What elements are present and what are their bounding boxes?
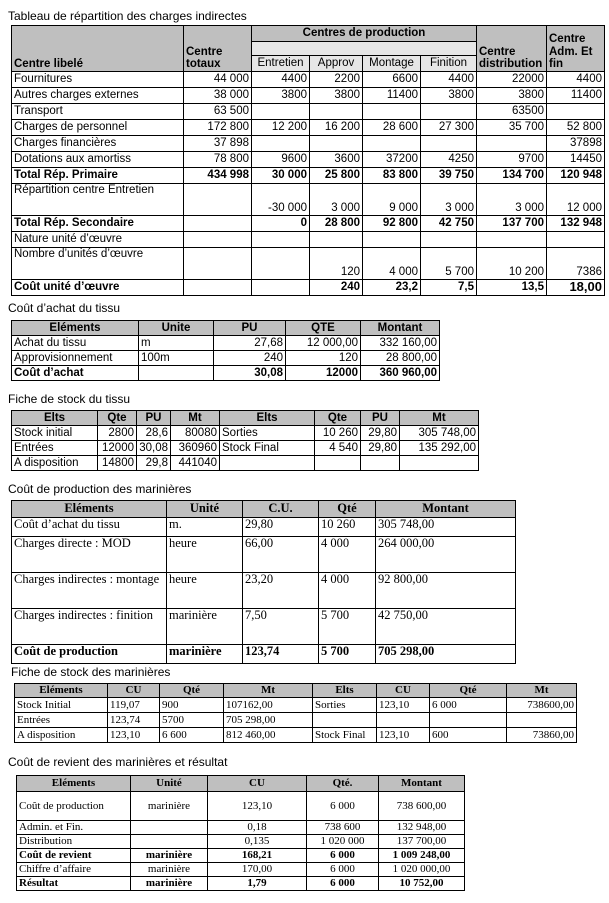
row-label: Nombre d’unités d’œuvre [12, 248, 184, 280]
table-cell: 10 752,00 [379, 877, 465, 891]
table-cell: 42 750 [421, 216, 477, 232]
table-cell: 134 700 [477, 168, 547, 184]
table-cell: 30 000 [252, 168, 310, 184]
table-cell [477, 136, 547, 152]
table-cell: 441040 [171, 456, 220, 471]
table-cell: 1 020 000,00 [379, 863, 465, 877]
table-cell: 7386 [547, 248, 605, 280]
table-cell: 92 800 [363, 216, 421, 232]
table-cell [377, 713, 430, 728]
table-cell: -30 000 [252, 184, 310, 216]
table-row [12, 104, 605, 120]
table-cell: 4250 [421, 152, 477, 168]
table-cell: 0 [252, 216, 310, 232]
sub-col-finition: Finition [421, 56, 477, 72]
table-cell [139, 366, 214, 381]
table-cell: 52 800 [547, 120, 605, 136]
table-row [17, 835, 465, 849]
table-cell: 3 000 [477, 184, 547, 216]
table-cell: 6 000 [307, 877, 379, 891]
table-row [12, 184, 605, 216]
column-header: CU [208, 776, 307, 792]
table-cell: 119,07 [108, 698, 160, 713]
table-cell [547, 104, 605, 120]
table-cell: 23,2 [363, 280, 421, 296]
table-cell: marinière [131, 792, 208, 821]
table-cell: 738 600 [307, 821, 379, 835]
table-cell: 10 260 [315, 426, 361, 441]
table-cell: 35 700 [477, 120, 547, 136]
table-cell: 37898 [547, 136, 605, 152]
table-cell [184, 216, 252, 232]
table-row [15, 698, 577, 713]
table-cell [252, 136, 310, 152]
row-label: Coût de production [17, 792, 131, 821]
table-cell: 12 200 [252, 120, 310, 136]
table-cell: 44 000 [184, 72, 252, 88]
table-row [12, 573, 516, 609]
table-cell: 135 292,00 [400, 441, 479, 456]
table-cell: 10 200 [477, 248, 547, 280]
table-cell: 5 700 [319, 645, 376, 664]
table-row [17, 821, 465, 835]
table-cell [252, 280, 310, 296]
row-label: Répartition centre Entretien [12, 184, 184, 216]
row-label: Chiffre d’affaire [17, 863, 131, 877]
table-cell: 10 260 [319, 518, 376, 537]
table-cell: 5 700 [421, 248, 477, 280]
table-cell: 28 800,00 [361, 351, 440, 366]
table-cell: 3800 [421, 88, 477, 104]
table-cell: marinière [167, 609, 243, 645]
table-row [12, 232, 605, 248]
table-cell [363, 232, 421, 248]
table-cell [252, 104, 310, 120]
table-row [12, 120, 605, 136]
table-cell: 6 000 [430, 698, 507, 713]
table-cell: 1 020 000 [307, 835, 379, 849]
cout-achat-table [11, 320, 440, 381]
table-cell [310, 104, 363, 120]
table-cell: 3800 [477, 88, 547, 104]
row-label: Charges financières [12, 136, 184, 152]
table-cell: 6600 [363, 72, 421, 88]
row-label: Résultat [17, 877, 131, 891]
table-cell: 42 750,00 [376, 609, 516, 645]
table-cell: 28 600 [363, 120, 421, 136]
column-header: Qté [319, 501, 376, 518]
table-cell: 30,08 [214, 366, 286, 381]
table-cell: 3800 [310, 88, 363, 104]
column-header: Montant [379, 776, 465, 792]
table-row [12, 88, 605, 104]
table-row [12, 456, 479, 471]
table-cell: Stock Final [220, 441, 315, 456]
column-header: PU [361, 411, 400, 426]
table-cell: 123,10 [208, 792, 307, 821]
table-cell [313, 713, 377, 728]
row-label: Nature unité d’œuvre [12, 232, 184, 248]
column-header: Unité [167, 501, 243, 518]
row-label: Coût de revient [17, 849, 131, 863]
table-cell [430, 713, 507, 728]
table-cell: 812 460,00 [224, 728, 313, 743]
table-cell: 28 800 [310, 216, 363, 232]
table-cell [184, 280, 252, 296]
table-cell: 2800 [98, 426, 137, 441]
table-cell: marinière [131, 877, 208, 891]
table-row [12, 518, 516, 537]
column-header: Montant [361, 321, 440, 336]
row-label: Distribution [17, 835, 131, 849]
table-cell: 13,5 [477, 280, 547, 296]
table-row [12, 609, 516, 645]
charges-repartition-table [11, 25, 605, 296]
column-header: Qté [430, 684, 507, 698]
table-cell [421, 232, 477, 248]
table-cell: 900 [160, 698, 224, 713]
sub-col-entretien: Entretien [252, 56, 310, 72]
table-cell [421, 136, 477, 152]
table-cell: 360 960,00 [361, 366, 440, 381]
row-label: Coût unité d’œuvre [12, 280, 184, 296]
table-cell [363, 136, 421, 152]
table-cell: 332 160,00 [361, 336, 440, 351]
column-header: Eléments [12, 501, 167, 518]
table-cell [310, 136, 363, 152]
table-row [12, 336, 440, 351]
column-header: Qte [315, 411, 361, 426]
table-cell: 123,10 [377, 698, 430, 713]
row-label: Charges indirectes : montage [12, 573, 167, 609]
table-cell: 4400 [547, 72, 605, 88]
row-label: Admin. et Fin. [17, 821, 131, 835]
table-cell: 705 298,00 [376, 645, 516, 664]
table-cell: 360960 [171, 441, 220, 456]
table-cell [507, 713, 577, 728]
table-row [12, 645, 516, 664]
row-label: Total Rép. Secondaire [12, 216, 184, 232]
table-row [17, 877, 465, 891]
row-label: Charges de personnel [12, 120, 184, 136]
table-cell [184, 184, 252, 216]
table-cell: Sorties [313, 698, 377, 713]
table-cell: 705 298,00 [224, 713, 313, 728]
column-header: QTE [286, 321, 361, 336]
table-cell: 5700 [160, 713, 224, 728]
table-cell: 3 000 [421, 184, 477, 216]
table-cell [400, 456, 479, 471]
table-cell: 434 998 [184, 168, 252, 184]
table-cell: 137 700,00 [379, 835, 465, 849]
column-header: Montant [376, 501, 516, 518]
table-cell: 6 000 [307, 863, 379, 877]
table-cell: 12 000,00 [286, 336, 361, 351]
table-cell: heure [167, 537, 243, 573]
table-cell: 28,6 [137, 426, 171, 441]
table-cell: 170,00 [208, 863, 307, 877]
col-label-header: Centre libelé [12, 26, 184, 72]
table-cell: 4 000 [319, 573, 376, 609]
column-header: Qte [98, 411, 137, 426]
table-row [12, 216, 605, 232]
table-cell [220, 456, 315, 471]
table-cell: 240 [310, 280, 363, 296]
row-label: Total Rép. Primaire [12, 168, 184, 184]
table-cell: 1,79 [208, 877, 307, 891]
table-cell: 738 600,00 [379, 792, 465, 821]
table-cell: 137 700 [477, 216, 547, 232]
stock-tissu-table [11, 410, 479, 471]
table-cell: 27,68 [214, 336, 286, 351]
table-cell: 63500 [477, 104, 547, 120]
table-cell [477, 232, 547, 248]
t4-caption: Coût de production des marinières [8, 482, 192, 496]
table-cell: 123,74 [108, 713, 160, 728]
table-cell: 3800 [252, 88, 310, 104]
table-cell: 37200 [363, 152, 421, 168]
row-label: Transport [12, 104, 184, 120]
table-row [12, 441, 479, 456]
row-label: Entrées [15, 713, 108, 728]
table-cell: 12000 [286, 366, 361, 381]
table-cell [131, 821, 208, 835]
column-header: Qté. [307, 776, 379, 792]
table-cell: 80080 [171, 426, 220, 441]
table-row [12, 248, 605, 280]
table-cell: 78 800 [184, 152, 252, 168]
table-cell: 29,80 [361, 441, 400, 456]
table-cell: 120 948 [547, 168, 605, 184]
row-label: A disposition [15, 728, 108, 743]
table-cell: 66,00 [243, 537, 319, 573]
table-cell [252, 248, 310, 280]
table-cell: 132 948,00 [379, 821, 465, 835]
t6-caption: Coût de revient des marinières et résultat [8, 755, 228, 769]
table-cell: heure [167, 573, 243, 609]
table-cell: 14800 [98, 456, 137, 471]
table-cell: 123,10 [377, 728, 430, 743]
table-cell: 18,00 [547, 280, 605, 296]
table-cell: 6 600 [160, 728, 224, 743]
table-cell: Stock Final [313, 728, 377, 743]
table-cell: 11400 [363, 88, 421, 104]
row-label: Entrées [12, 441, 98, 456]
table-cell: 39 750 [421, 168, 477, 184]
table-cell: 305 748,00 [400, 426, 479, 441]
table-cell: 29,8 [137, 456, 171, 471]
row-label: Coût d’achat [12, 366, 139, 381]
column-header: PU [137, 411, 171, 426]
table-cell: 0,135 [208, 835, 307, 849]
stock-marinieres-table [14, 683, 577, 743]
col-totaux-header: Centre totaux [184, 26, 252, 72]
column-header: Mt [400, 411, 479, 426]
table-cell: m [139, 336, 214, 351]
table-cell [315, 456, 361, 471]
table-cell: 4 000 [319, 537, 376, 573]
sub-col-montage: Montage [363, 56, 421, 72]
table-cell: 23,20 [243, 573, 319, 609]
table-row [17, 849, 465, 863]
column-header: CU [377, 684, 430, 698]
row-label: Charges indirectes : finition [12, 609, 167, 645]
t2-caption: Coût d’achat du tissu [8, 301, 121, 315]
cout-production-table [11, 500, 516, 664]
table-row [12, 136, 605, 152]
table-cell: 5 700 [319, 609, 376, 645]
table-cell: 16 200 [310, 120, 363, 136]
table-row [12, 280, 605, 296]
table-row [12, 366, 440, 381]
column-header: Eléments [17, 776, 131, 792]
column-header: PU [214, 321, 286, 336]
table-cell: 12 000 [547, 184, 605, 216]
table-cell: 6 000 [307, 792, 379, 821]
table-cell: 11400 [547, 88, 605, 104]
table-cell: 14450 [547, 152, 605, 168]
table-cell: 30,08 [137, 441, 171, 456]
row-label: Dotations aux amortiss [12, 152, 184, 168]
table-cell: 123,74 [243, 645, 319, 664]
table-cell: 3 000 [310, 184, 363, 216]
table-cell: 63 500 [184, 104, 252, 120]
table-cell: m. [167, 518, 243, 537]
column-header: Elts [313, 684, 377, 698]
table-cell: 22000 [477, 72, 547, 88]
column-header: Eléments [12, 321, 139, 336]
table-cell: 27 300 [421, 120, 477, 136]
table-cell [547, 232, 605, 248]
table-cell [361, 456, 400, 471]
column-header: C.U. [243, 501, 319, 518]
table-cell: marinière [167, 645, 243, 664]
table-cell: 240 [214, 351, 286, 366]
table-cell: 73860,00 [507, 728, 577, 743]
table-cell [363, 104, 421, 120]
t3-caption: Fiche de stock du tissu [8, 392, 131, 406]
table-cell: marinière [131, 863, 208, 877]
table-row [12, 72, 605, 88]
row-label: Stock Initial [15, 698, 108, 713]
table-cell: 4 000 [363, 248, 421, 280]
table-cell: 107162,00 [224, 698, 313, 713]
table-cell: 100m [139, 351, 214, 366]
table-row [12, 152, 605, 168]
table-row [17, 863, 465, 877]
table-row [15, 713, 577, 728]
col-adm-header: Centre Adm. Et fin [547, 26, 605, 72]
table-cell: 123,10 [108, 728, 160, 743]
table-cell [184, 232, 252, 248]
table-cell: 29,80 [243, 518, 319, 537]
table-cell: 6 000 [307, 849, 379, 863]
table-cell: 4 540 [315, 441, 361, 456]
table-cell: 83 800 [363, 168, 421, 184]
table-cell: 7,5 [421, 280, 477, 296]
table-cell: 4400 [252, 72, 310, 88]
centres-production-header: Centres de production [252, 26, 477, 42]
col-distribution-header: Centre distribution [477, 26, 547, 72]
table-row [15, 728, 577, 743]
row-label: Coût de production [12, 645, 167, 664]
row-label: Stock initial [12, 426, 98, 441]
table-cell: 38 000 [184, 88, 252, 104]
column-header: Elts [220, 411, 315, 426]
table-cell: 264 000,00 [376, 537, 516, 573]
table-cell: 132 948 [547, 216, 605, 232]
column-header: Mt [507, 684, 577, 698]
table-cell: 305 748,00 [376, 518, 516, 537]
table-cell: 600 [430, 728, 507, 743]
table-cell [131, 835, 208, 849]
table-cell: 120 [310, 248, 363, 280]
row-label: Approvisionnement [12, 351, 139, 366]
table-cell [310, 232, 363, 248]
table-row [12, 426, 479, 441]
table-cell: 12000 [98, 441, 137, 456]
column-header: Mt [224, 684, 313, 698]
row-label: A disposition [12, 456, 98, 471]
row-label: Achat du tissu [12, 336, 139, 351]
row-label: Fournitures [12, 72, 184, 88]
t1-caption: Tableau de répartition des charges indirectes [8, 9, 247, 23]
column-header: Qté [160, 684, 224, 698]
table-cell: 9 000 [363, 184, 421, 216]
column-header: Unité [131, 776, 208, 792]
table-cell: 29,80 [361, 426, 400, 441]
table-cell: 2200 [310, 72, 363, 88]
column-header: Unite [139, 321, 214, 336]
table-cell: 120 [286, 351, 361, 366]
sub-col-approv: Approv [310, 56, 363, 72]
table-cell: 9600 [252, 152, 310, 168]
row-label: Autres charges externes [12, 88, 184, 104]
table-cell: 37 898 [184, 136, 252, 152]
table-row [12, 351, 440, 366]
table-cell: 1 009 248,00 [379, 849, 465, 863]
column-header: Elts [12, 411, 98, 426]
table-cell: 25 800 [310, 168, 363, 184]
t5-caption: Fiche de stock des marinières [11, 665, 171, 679]
table-cell: 0,18 [208, 821, 307, 835]
column-header: Eléments [15, 684, 108, 698]
table-cell: 9700 [477, 152, 547, 168]
table-cell [184, 248, 252, 280]
table-cell: 172 800 [184, 120, 252, 136]
row-label: Coût d’achat du tissu [12, 518, 167, 537]
column-header: Mt [171, 411, 220, 426]
cout-revient-table [16, 775, 465, 891]
table-row [12, 537, 516, 573]
table-cell: 4400 [421, 72, 477, 88]
table-cell: 3600 [310, 152, 363, 168]
table-cell: Sorties [220, 426, 315, 441]
table-row [12, 168, 605, 184]
table-cell [421, 104, 477, 120]
table-cell: 7,50 [243, 609, 319, 645]
row-label: Charges directe : MOD [12, 537, 167, 573]
table-cell: marinière [131, 849, 208, 863]
table-row [17, 792, 465, 821]
table-cell: 738600,00 [507, 698, 577, 713]
table-cell: 92 800,00 [376, 573, 516, 609]
table-cell [252, 232, 310, 248]
table-cell: 168,21 [208, 849, 307, 863]
column-header: CU [108, 684, 160, 698]
